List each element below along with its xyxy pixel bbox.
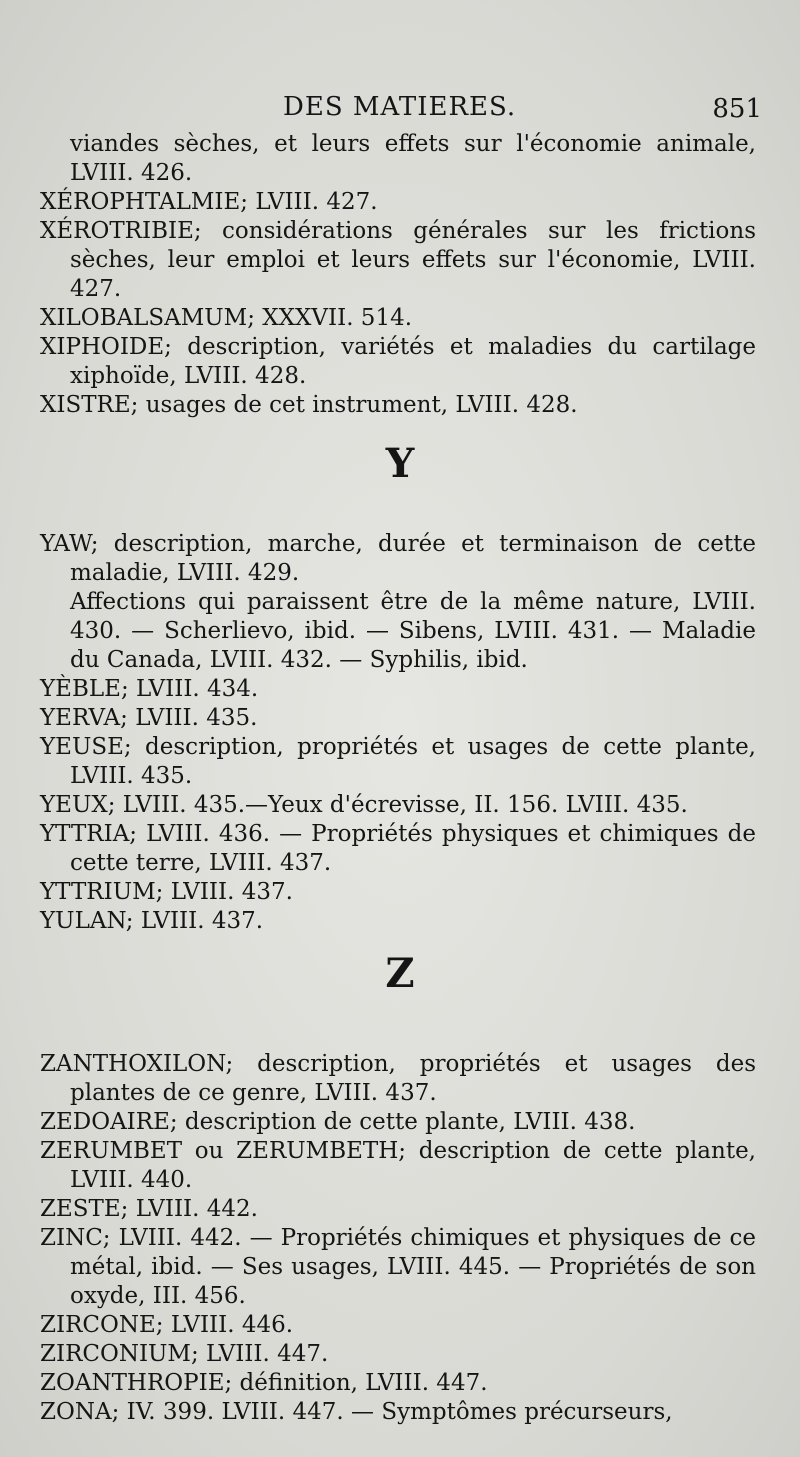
page-number: 851: [712, 94, 762, 124]
section-z: [40, 1050, 756, 1427]
index-entry: YTTRIA; LVIII. 436. — Propriétés physiques et chimiques de cette terre, LVIII. 437.: [40, 821, 756, 876]
index-entry: XÉROTRIBIE; considérations générales sur les frictions sèches, leur emploi et leurs effets sur l'économie, LVIII. 427.: [40, 218, 756, 302]
index-entry: YEUX; LVIII. 435.—Yeux d'écrevisse, II. 156. LVIII. 435.: [40, 792, 688, 818]
index-entry: YTTRIUM; LVIII. 437.: [40, 879, 293, 905]
index-entry: ZONA; IV. 399. LVIII. 447. — Symptômes précurseurs,: [40, 1399, 673, 1425]
index-entry: YÈBLE; LVIII. 434.: [40, 676, 259, 702]
index-entry: XÉROPHTALMIE; LVIII. 427.: [40, 189, 378, 215]
index-entry: ZOANTHROPIE; définition, LVIII. 447.: [40, 1370, 488, 1396]
index-entry: YULAN; LVIII. 437.: [40, 908, 264, 934]
index-entry: ZIRCONE; LVIII. 446.: [40, 1312, 294, 1338]
index-entry: XILOBALSAMUM; XXXVII. 514.: [40, 305, 413, 331]
index-entry: ZERUMBET ou ZERUMBETH; description de cette plante, LVIII. 440.: [40, 1138, 756, 1193]
section-letter-y: Y: [385, 440, 415, 487]
index-entry: ZANTHOXILON; description, propriétés et usages des plantes de ce genre, LVIII. 437.: [40, 1051, 756, 1106]
section-x: [40, 130, 756, 420]
index-entry: ZEDOAIRE; description de cette plante, LVIII. 438.: [40, 1109, 636, 1135]
index-entry: YERVA; LVIII. 435.: [40, 705, 258, 731]
running-head: [0, 92, 800, 126]
index-entry: viandes sèches, et leurs effets sur l'économie animale, LVIII. 426.: [70, 131, 756, 186]
index-entry: XIPHOIDE; description, variétés et maladies du cartilage xiphoïde, LVIII. 428.: [40, 334, 756, 389]
index-entry: Affections qui paraissent être de la même nature, LVIII. 430. — Scherlievo, ibid. — Sibens, LVIII. 431. — Maladie du Canada, LVIII. 432. — Syphilis, ibid.: [70, 589, 756, 673]
section-y: [40, 530, 756, 936]
running-title: DES MATIERES.: [283, 92, 517, 122]
index-entry: ZINC; LVIII. 442. — Propriétés chimiques et physiques de ce métal, ibid. — Ses usages, LVIII. 445. — Propriétés de son oxyde, III. 456.: [40, 1225, 756, 1309]
index-entry: YEUSE; description, propriétés et usages de cette plante, LVIII. 435.: [40, 734, 756, 789]
index-entry: YAW; description, marche, durée et terminaison de cette maladie, LVIII. 429.: [40, 531, 756, 586]
index-entry: ZIRCONIUM; LVIII. 447.: [40, 1341, 329, 1367]
index-entry: XISTRE; usages de cet instrument, LVIII. 428.: [40, 392, 578, 418]
index-entry: ZESTE; LVIII. 442.: [40, 1196, 258, 1222]
section-letter-z: Z: [385, 950, 415, 997]
